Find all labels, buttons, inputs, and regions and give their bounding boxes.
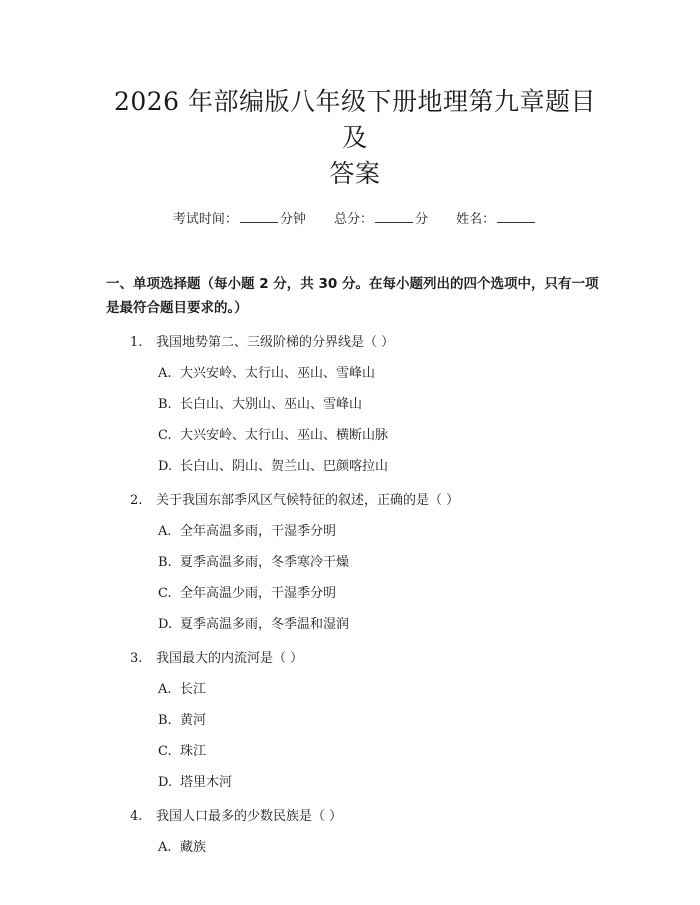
option-letter: A.	[158, 682, 172, 697]
option-letter: B.	[158, 397, 172, 412]
document-title	[106, 0, 604, 192]
exam-time-label: 考试时间：	[172, 212, 238, 227]
question-stem	[130, 642, 604, 670]
option-d	[158, 614, 604, 636]
option-text: 全年高温少雨，干湿季分明	[180, 586, 337, 601]
option-letter: D.	[158, 617, 173, 632]
option-text: 塔里木河	[180, 775, 233, 790]
option-c	[158, 583, 604, 605]
option-text: 大兴安岭、太行山、巫山、雪峰山	[180, 366, 376, 381]
student-name-blank	[497, 210, 535, 223]
exam-info-line	[106, 210, 604, 230]
option-text: 长江	[180, 682, 207, 697]
option-text: 夏季高温多雨，冬季寒冷干燥	[180, 555, 350, 570]
question-text: 我国地势第二、三级阶梯的分界线是（ ）	[156, 335, 395, 350]
option-letter: D.	[158, 459, 173, 474]
option-text: 夏季高温多雨，冬季温和湿润	[180, 617, 350, 632]
option-letter: A.	[158, 840, 172, 855]
question-number: 2.	[130, 493, 143, 508]
option-c	[158, 425, 604, 447]
exam-time-unit: 分钟	[279, 212, 306, 227]
exam-time-blank	[240, 210, 278, 223]
student-name-label: 姓名：	[456, 212, 496, 227]
section-heading-line-1: 一、单项选择题（每小题 2 分，共 30 分。在每小题列出的四个选项中，只有一项	[106, 276, 599, 292]
exam-time-field	[173, 210, 306, 230]
option-text: 珠江	[180, 744, 207, 759]
option-letter: A.	[158, 366, 172, 381]
option-a	[158, 837, 604, 859]
option-letter: A.	[158, 524, 172, 539]
option-letter: B.	[158, 555, 172, 570]
option-b	[158, 552, 604, 574]
title-line-1: 2026 年部编版八年级下册地理第九章题目及	[113, 87, 597, 152]
option-letter: B.	[158, 713, 172, 728]
total-score-unit: 分	[415, 212, 429, 227]
option-d	[158, 456, 604, 478]
question-stem	[130, 800, 604, 828]
option-text: 藏族	[180, 840, 207, 855]
question-2	[106, 484, 604, 636]
option-a	[158, 679, 604, 701]
question-number: 1.	[130, 335, 143, 350]
question-3	[106, 642, 604, 794]
option-a	[158, 521, 604, 543]
question-stem	[130, 484, 604, 512]
option-letter: C.	[158, 428, 172, 443]
option-letter: C.	[158, 586, 172, 601]
question-text: 我国最大的内流河是（ ）	[156, 651, 304, 666]
total-score-label: 总分：	[333, 212, 373, 227]
question-number: 3.	[130, 651, 143, 666]
option-letter: D.	[158, 775, 173, 790]
option-d	[158, 772, 604, 794]
student-name-field	[456, 210, 537, 230]
question-number: 4.	[130, 809, 143, 824]
question-4	[106, 800, 604, 859]
option-text: 长白山、大别山、巫山、雪峰山	[180, 397, 363, 412]
option-text: 黄河	[180, 713, 207, 728]
option-letter: C.	[158, 744, 172, 759]
option-b	[158, 394, 604, 416]
total-score-field	[334, 210, 428, 230]
section-heading-line-2: 是最符合题目要求的。）	[106, 300, 248, 316]
question-1	[106, 326, 604, 478]
question-text: 关于我国东部季风区气候特征的叙述，正确的是（ ）	[156, 493, 460, 508]
option-text: 全年高温多雨，干湿季分明	[180, 524, 337, 539]
option-text: 大兴安岭、太行山、巫山、横断山脉	[180, 428, 389, 443]
option-text: 长白山、阴山、贺兰山、巴颜喀拉山	[180, 459, 389, 474]
total-score-blank	[375, 210, 413, 223]
section-heading-single-choice	[106, 272, 604, 320]
option-b	[158, 710, 604, 732]
title-line-2: 答案	[329, 159, 381, 188]
question-text: 我国人口最多的少数民族是（ ）	[156, 809, 343, 824]
option-a	[158, 363, 604, 385]
option-c	[158, 741, 604, 763]
question-stem	[130, 326, 604, 354]
